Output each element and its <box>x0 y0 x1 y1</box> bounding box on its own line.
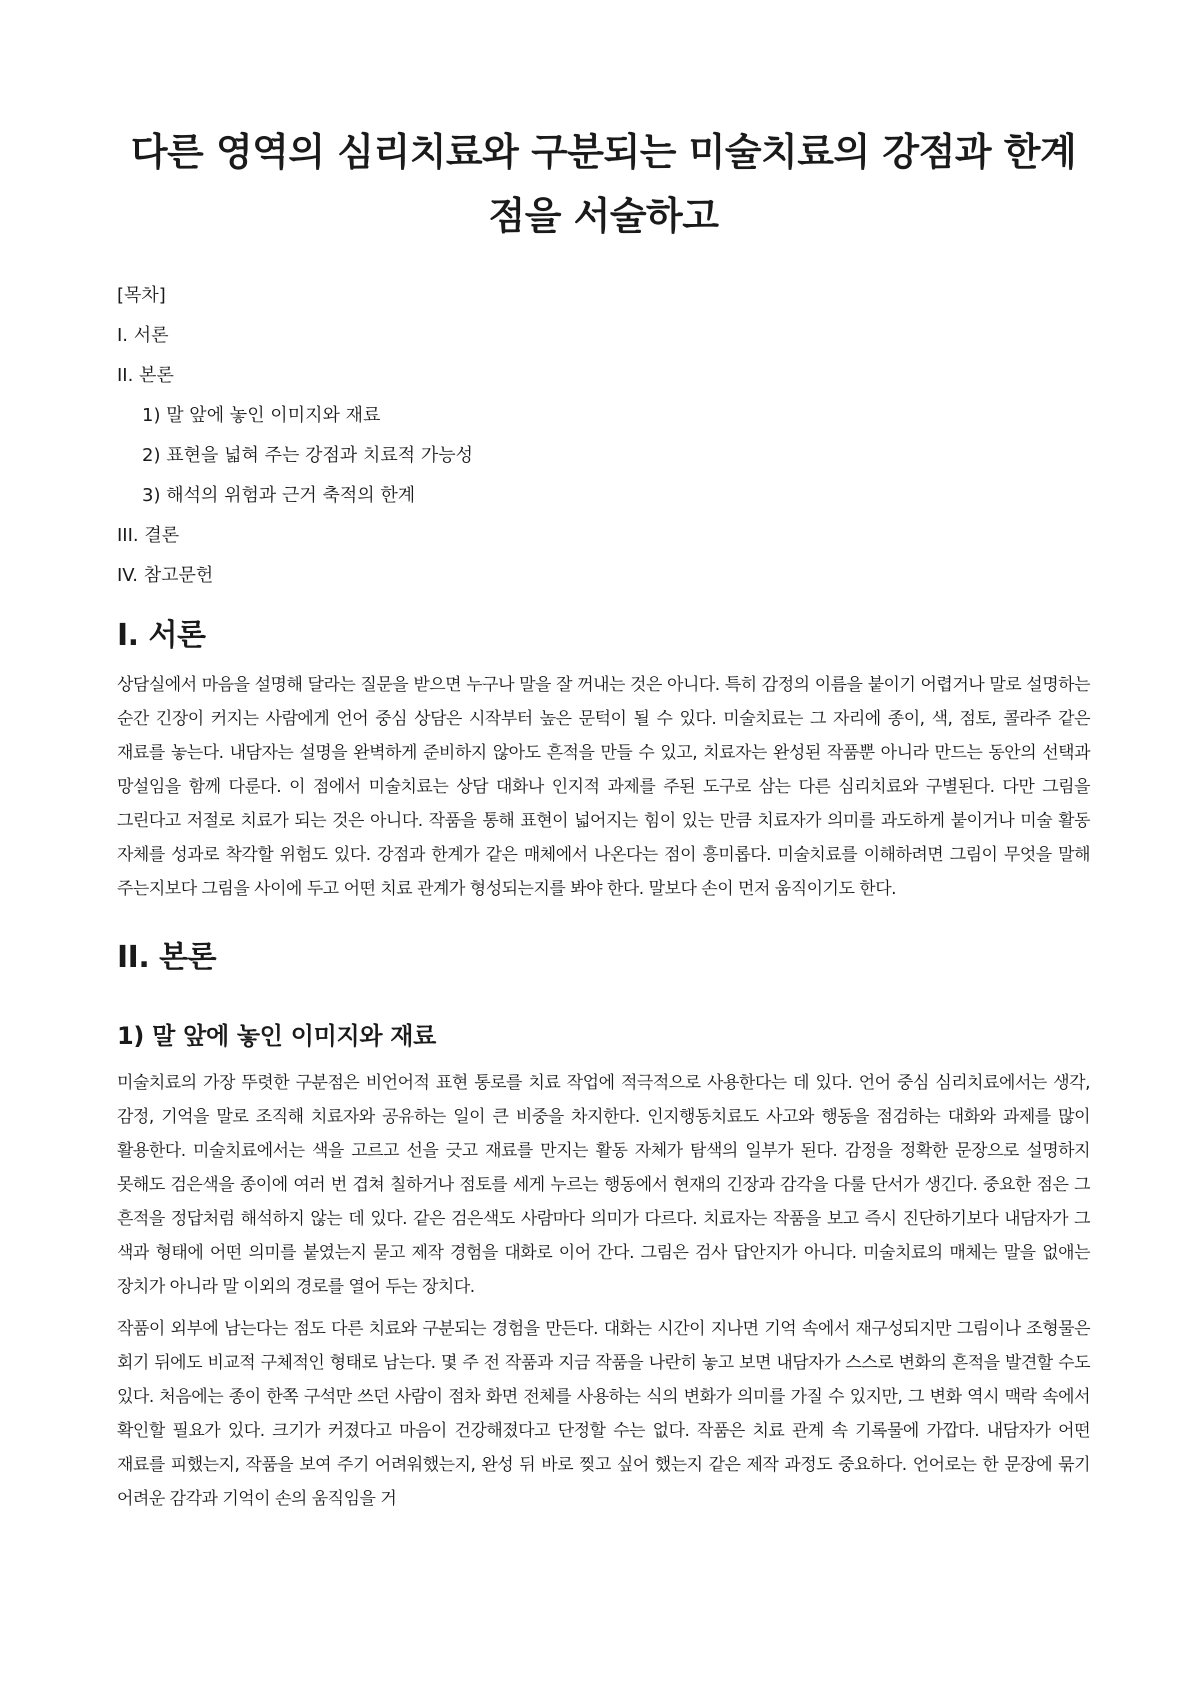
document-title: 다른 영역의 심리치료와 구분되는 미술치료의 강점과 한계점을 서술하고 <box>130 130 1077 238</box>
toc-item-body-1: 1) 말 앞에 놓인 이미지와 재료 <box>142 405 381 426</box>
intro-paragraph: 상담실에서 마음을 설명해 달라는 질문을 받으면 누구나 말을 잘 꺼내는 것은 아니다. 특히 감정의 이름을 붙이기 어렵거나 말로 설명하는 순간 긴장이 커지는 사람에게 언어 중심 상담은 시작부터 높은 문턱이 될 수 있다. 미술치료는 그 자리에 종이, 색, 점토, 콜라주 같은 재료를 놓는다. 내담자는 설명을 완벽하게 준비하지 않아도 흔적을 만들 수 있고, 치료자는 완성된 작품뿐 아니라 만드는 동안의 선택과 망설임을 함께 다룬다. 이 점에서 미술치료는 상담 대화나 인지적 과제를 주된 도구로 삼는 다른 심리치료와 구별된다. 다만 그림을 그린다고 저절로 치료가 되는 것은 아니다. 작품을 통해 표현이 넓어지는 힘이 있는 만큼 치료자가 의미를 과도하게 붙이거나 미술 활동 자체를 성과로 착각할 위험도 있다. 강점과 한계가 같은 매체에서 나온다는 점이 흥미롭다. 미술치료를 이해하려면 그림이 무엇을 말해 주는지보다 그림을 사이에 두고 어떤 치료 관계가 형성되는지를 봐야 한다. 말보다 손이 먼저 움직이기도 한다. <box>117 675 1090 899</box>
toc-item-conclusion: III. 결론 <box>117 525 180 546</box>
intro-heading: I. 서론 <box>117 618 206 653</box>
body-heading: II. 본론 <box>117 940 217 975</box>
table-of-contents <box>117 276 1090 596</box>
toc-item-references: IV. 참고문헌 <box>117 565 214 586</box>
toc-item-body: II. 본론 <box>117 365 174 386</box>
toc-item-body-3: 3) 해석의 위험과 근거 축적의 한계 <box>142 485 416 506</box>
subsection-1-heading: 1) 말 앞에 놓인 이미지와 재료 <box>117 1022 437 1050</box>
toc-item-body-2: 2) 표현을 넓혀 주는 강점과 치료적 가능성 <box>142 445 474 466</box>
toc-heading: [목차] <box>117 285 166 306</box>
subsection-1-paragraph-2: 작품이 외부에 남는다는 점도 다른 치료와 구분되는 경험을 만든다. 대화는 시간이 지나면 기억 속에서 재구성되지만 그림이나 조형물은 회기 뒤에도 비교적 구체적인 형태로 남는다. 몇 주 전 작품과 지금 작품을 나란히 놓고 보면 내담자가 스스로 변화의 흔적을 발견할 수도 있다. 처음에는 종이 한쪽 구석만 쓰던 사람이 점차 화면 전체를 사용하는 식의 변화가 의미를 가질 수 있지만, 그 변화 역시 맥락 속에서 확인할 필요가 있다. 크기가 커졌다고 마음이 건강해졌다고 단정할 수는 없다. 작품은 치료 관계 속 기록물에 가깝다. 내담자가 어떤 재료를 피했는지, 작품을 보여 주기 어려워했는지, 완성 뒤 바로 찢고 싶어 했는지 같은 제작 과정도 중요하다. 언어로는 한 문장에 묶기 어려운 감각과 기억이 손의 움직임을 거 <box>117 1319 1090 1509</box>
toc-item-intro: I. 서론 <box>117 325 169 346</box>
subsection-1-paragraph-1: 미술치료의 가장 뚜렷한 구분점은 비언어적 표현 통로를 치료 작업에 적극적으로 사용한다는 데 있다. 언어 중심 심리치료에서는 생각, 감정, 기억을 말로 조직해 치료자와 공유하는 일이 큰 비중을 차지한다. 인지행동치료도 사고와 행동을 점검하는 대화와 과제를 많이 활용한다. 미술치료에서는 색을 고르고 선을 긋고 재료를 만지는 활동 자체가 탐색의 일부가 된다. 감정을 정확한 문장으로 설명하지 못해도 검은색을 종이에 여러 번 겹쳐 칠하거나 점토를 세게 누르는 행동에서 현재의 긴장과 감각을 다룰 단서가 생긴다. 중요한 점은 그 흔적을 정답처럼 해석하지 않는 데 있다. 같은 검은색도 사람마다 의미가 다르다. 치료자는 작품을 보고 즉시 진단하기보다 내담자가 그 색과 형태에 어떤 의미를 붙였는지 묻고 제작 경험을 대화로 이어 간다. 그림은 검사 답안지가 아니다. 미술치료의 매체는 말을 없애는 장치가 아니라 말 이외의 경로를 열어 두는 장치다. <box>117 1073 1090 1297</box>
